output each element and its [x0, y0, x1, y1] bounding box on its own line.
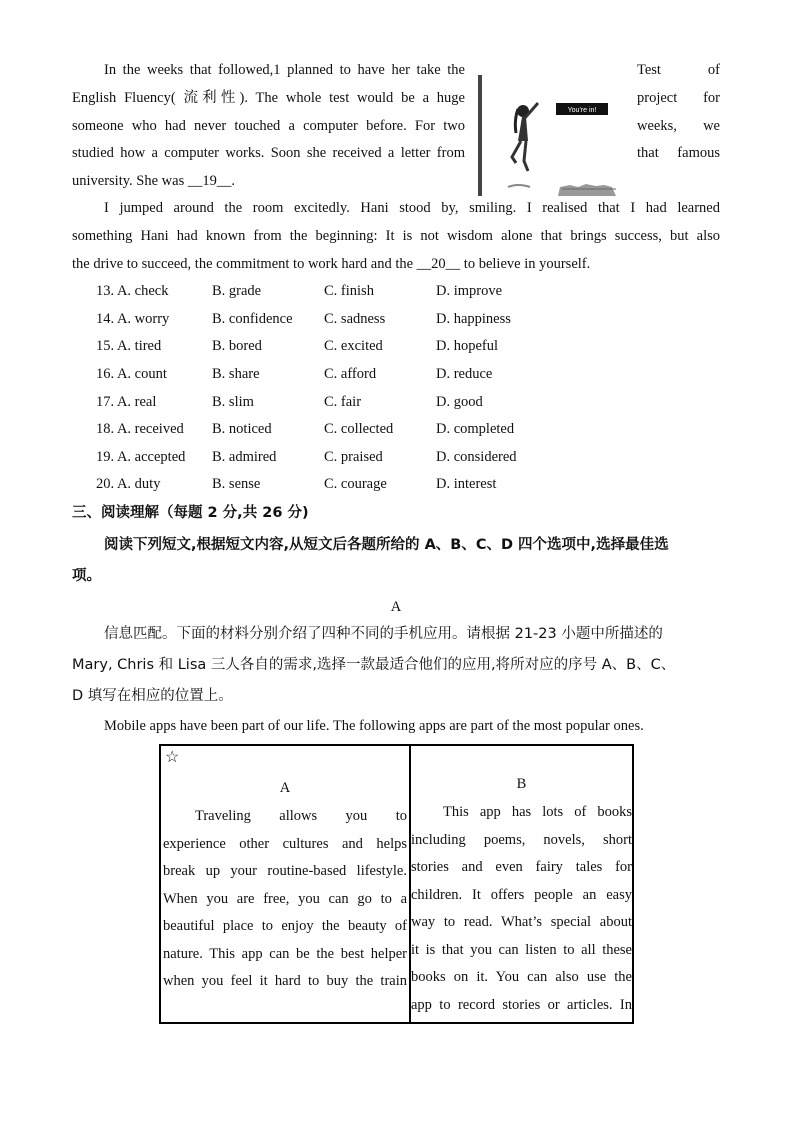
option-a: 14. A. worry — [96, 311, 170, 327]
option-c: C. courage — [324, 476, 387, 492]
option-c: C. finish — [324, 283, 374, 299]
app-text-line: break up your routine-based lifestyle. — [163, 863, 407, 879]
question-options — [72, 419, 720, 439]
option-c: C. excited — [324, 338, 383, 354]
app-text-line: stories and even fairy tales for — [411, 859, 632, 875]
option-d: D. happiness — [436, 311, 511, 327]
option-c: C. afford — [324, 366, 377, 382]
passage-photo — [478, 75, 620, 196]
app-text-line: beautiful place to enjoy the beauty of — [163, 918, 407, 934]
app-text-line: app to record stories or articles. In — [411, 997, 632, 1013]
option-d: D. reduce — [436, 366, 493, 382]
option-a: 15. A. tired — [96, 338, 162, 354]
option-d: D. improve — [436, 283, 503, 299]
question-options — [72, 474, 720, 494]
option-c: C. collected — [324, 421, 394, 437]
passage-line: university. She was __19__. — [72, 173, 235, 189]
option-b: B. bored — [212, 338, 262, 354]
option-a: 16. A. count — [96, 366, 167, 382]
option-d: D. good — [436, 394, 483, 410]
photo-caption: You're in! — [567, 107, 597, 114]
option-b: B. confidence — [212, 311, 293, 327]
option-b: B. grade — [212, 283, 262, 299]
passage-line-right: Test of — [637, 62, 720, 78]
option-a: 17. A. real — [96, 394, 157, 410]
passage-line-right: weeks, we — [637, 118, 720, 134]
option-c: C. praised — [324, 449, 383, 465]
app-text-line: Traveling allows you to — [195, 808, 407, 824]
question-options — [72, 336, 720, 356]
question-options — [72, 309, 720, 329]
option-b: B. sense — [212, 476, 261, 492]
passage-line: the drive to succeed, the commitment to work hard and the __20__ to believe in yourself. — [72, 256, 591, 272]
option-c: C. fair — [324, 394, 362, 410]
instruction-cont: 项。 — [72, 568, 101, 584]
app-text-line: when you feel it hard to buy the train — [163, 973, 407, 989]
option-b: B. share — [212, 366, 260, 382]
info-match-text: Mary, Chris 和 Lisa 三人各自的需求,选择一款最适合他们的应用,将所对应的序号 A、B、C、 — [72, 657, 676, 673]
passage-line: I jumped around the room excitedly. Hani stood by, smiling. I realised that I had learned — [104, 200, 720, 216]
intro-text: Mobile apps have been part of our life. The following apps are part of the most popular ones. — [104, 718, 644, 734]
passage-line: studied how a computer works. Soon she received a letter from — [72, 145, 465, 161]
info-match-text: D 填写在相应的位置上。 — [72, 688, 233, 704]
passage-line-right: project for — [637, 90, 720, 106]
star-icon: ☆ — [165, 749, 180, 766]
option-d: D. hopeful — [436, 338, 499, 354]
question-options — [72, 447, 720, 467]
app-cell-b — [411, 746, 632, 1022]
app-text-line: books on it. You can also use the — [411, 969, 632, 985]
app-text-line: children. It offers people an easy — [411, 887, 632, 903]
section-heading: 三、阅读理解（每题 2 分,共 26 分) — [72, 505, 309, 521]
part-label: A — [390, 599, 402, 615]
apps-table — [159, 744, 634, 1024]
option-a: 19. A. accepted — [96, 449, 186, 465]
app-cell-a — [163, 746, 407, 1022]
app-text-line: When you are free, you can go to a — [163, 891, 407, 907]
passage-line: English Fluency( 流利性). The whole test would be a huge — [72, 90, 465, 106]
instruction: 阅读下列短文,根据短文内容,从短文后各题所给的 A、B、C、D 四个选项中,选择最佳选 — [104, 537, 669, 553]
option-d: D. completed — [436, 421, 515, 437]
option-c: C. sadness — [324, 311, 386, 327]
passage-line-right: that famous — [637, 145, 720, 161]
passage-line: something Hani had known from the beginning: It is not wisdom alone that brings success, but also — [72, 228, 720, 244]
question-options — [72, 364, 720, 384]
app-text-line: nature. This app can be the best helper — [163, 946, 407, 962]
app-text-line: it is that you can listen to all these — [411, 942, 632, 958]
option-d: D. considered — [436, 449, 517, 465]
option-a: 18. A. received — [96, 421, 184, 437]
question-options — [72, 392, 720, 412]
app-text-line: This app has lots of books — [443, 804, 632, 820]
question-options — [72, 281, 720, 301]
option-a: 13. A. check — [96, 283, 169, 299]
app-text-line: way to read. What’s special about — [411, 914, 632, 930]
passage-line: In the weeks that followed,1 planned to have her take the — [104, 62, 465, 78]
app-label: A — [279, 780, 291, 796]
option-d: D. interest — [436, 476, 497, 492]
option-a: 20. A. duty — [96, 476, 161, 492]
passage-line: someone who had never touched a computer before. For two — [72, 118, 465, 134]
option-b: B. admired — [212, 449, 277, 465]
option-b: B. slim — [212, 394, 254, 410]
option-b: B. noticed — [212, 421, 272, 437]
app-text-line: including poems, novels, short — [411, 832, 632, 848]
app-text-line: experience other cultures and helps — [163, 836, 407, 852]
app-label: B — [516, 776, 527, 792]
info-match-text: 信息匹配。下面的材料分别介绍了四种不同的手机应用。请根据 21-23 小题中所描述的 — [104, 626, 663, 642]
